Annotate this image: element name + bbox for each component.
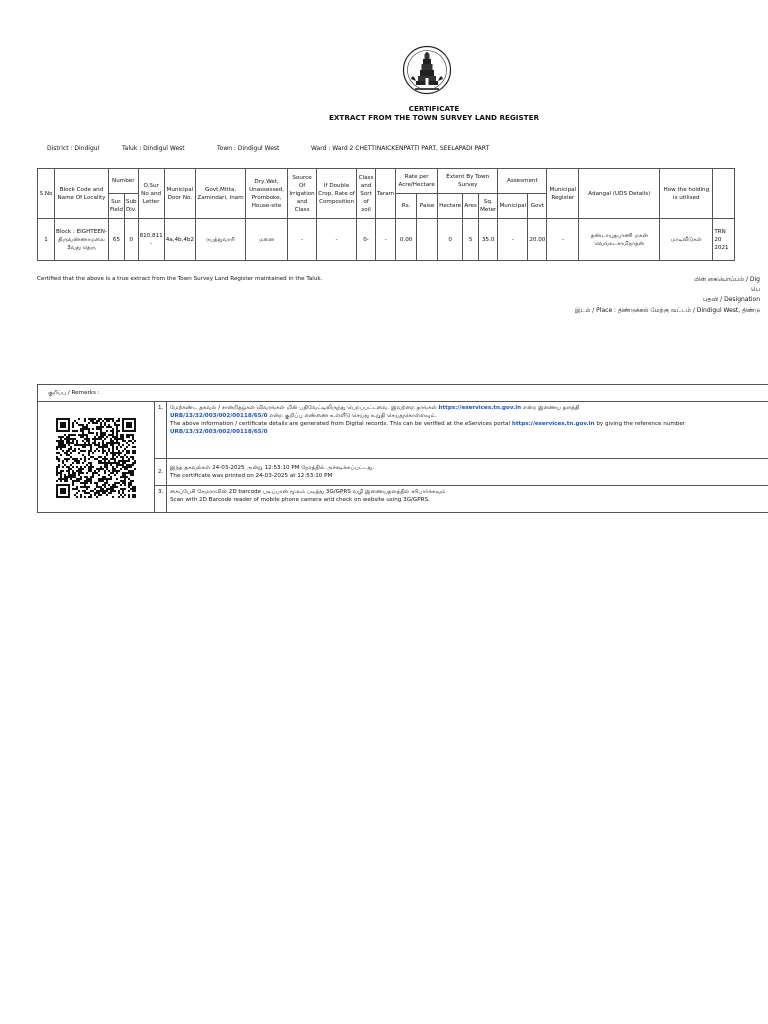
cell-class-sort: 0- [357, 219, 376, 261]
header-block-code: Block Code and Name Of Locality [55, 169, 109, 219]
reference-number-link-en[interactable]: URB/13/32/003/002/00118/65/0 [170, 429, 268, 435]
table-row [38, 219, 735, 261]
remark-text [167, 402, 768, 459]
header-holding: How the holding is utilised [660, 169, 713, 219]
header-class-sort: Class and Sort of soil [357, 169, 376, 219]
cell-osur: 810,811 - [138, 219, 164, 261]
header-govt: Govt,Mitta, Zamindari, Inam [196, 169, 246, 219]
header-adangal: Adangal (UDS Details) [579, 169, 660, 219]
cell-block-code: Block : EIGHTEEN- திருவண்ணாமலை 3வது தெரு [55, 219, 109, 261]
qr-code-cell [38, 402, 155, 513]
header-sur-field: Sur. Field [109, 194, 125, 219]
cell-rs: 0.00 [396, 219, 417, 261]
land-register-table [37, 168, 735, 261]
cell-municipal-door: 4a,4b,4b2 [164, 219, 195, 261]
header-extent: Extent By Town Survey [438, 169, 498, 194]
header-double-crop: If Double Crop, Rate of Composition [317, 169, 357, 219]
tamil-nadu-emblem-icon [402, 45, 452, 97]
cell-sqm: 35.0 [479, 219, 498, 261]
header-dry: Dry,Wet, Unassessed, Promboke, House-site [246, 169, 288, 219]
header-govt-assessment: Govt [528, 194, 547, 219]
cell-govt: ரயத்துவாரி [196, 219, 246, 261]
cell-sur-field: 65 [109, 219, 125, 261]
eservices-link[interactable]: https://eservices.tn.gov.in [438, 405, 522, 411]
reference-number-link[interactable]: URB/13/32/003/002/00118/65/0 [170, 413, 268, 419]
header-municipal-register: Municipal Register [547, 169, 579, 219]
cell-double-crop: - [317, 219, 357, 261]
cell-extra: TRN 20 2021 [713, 219, 735, 261]
header-municipal: Municipal [498, 194, 528, 219]
remark-ta-text: மேற்கண்ட தகவல் / சான்றிதழ்கள் விவரங்கள் மின் பதிவேட்டிலிருந்து பெறப்பட்டவை. இவற்றை தாங்கள் [170, 405, 439, 411]
table-header-row [38, 169, 735, 194]
cell-adangal: தண்டாயுதபாணி மகன் வெங்கடசாமிநாதன் [579, 219, 660, 261]
cell-sno: 1 [38, 219, 55, 261]
remark-number: 2. [155, 459, 167, 486]
header-osur: O.Sur No and Letter [138, 169, 164, 219]
header-ares: Ares [463, 194, 479, 219]
certificate-subtitle: EXTRACT FROM THE TOWN SURVEY LAND REGISTER [328, 113, 540, 122]
cell-taram: - [376, 219, 396, 261]
cell-holding: மாடிவீடுகள் [660, 219, 713, 261]
cell-municipal-register: - [547, 219, 579, 261]
cell-govt-assessment: 20.00 [528, 219, 547, 261]
certificate-title: CERTIFICATE [408, 104, 460, 113]
remark-ta-line2: என்ற குறிப்பு எண்ணை உள்ளீடு செய்து உறுதி செய்துகொள்ளவும். [267, 413, 437, 419]
remarks-table [37, 384, 768, 513]
cell-hectare: 0 [438, 219, 463, 261]
cell-ares: 5 [463, 219, 479, 261]
remark-ta-text: இந்த தகவல்கள் 24-03-2025 அன்று 12:53:10 PM நேரத்தில் அச்சடிக்கப்பட்டது. [170, 465, 375, 471]
remark-en-text: Scan with 2D Barcode reader of mobile phone camera and check on website using 3G/GPRS. [170, 497, 430, 503]
town-field: Town : Dindigul West [217, 145, 280, 152]
certified-statement: Certified that the above is a true extract from the Town Survey Land Register maintained in the Taluk. [37, 276, 323, 282]
remark-text [167, 459, 768, 486]
district-field: District : Dindigul [47, 145, 100, 152]
cell-sub-div: 0 [124, 219, 138, 261]
cell-dry: மனை [246, 219, 288, 261]
taluk-field: Taluk : Dindigul West [122, 145, 185, 152]
remark-en-text: The certificate was printed on 24-03-2025 at 12:53:10 PM [170, 473, 333, 479]
ward-field: Ward : Ward 2 CHETTINAICKENPATTI PART, SEELAPADI PART [311, 145, 490, 152]
remark-text [167, 486, 768, 513]
header-source: Source Of Irrigation and Class [288, 169, 317, 219]
header-rs: Rs. [396, 194, 417, 219]
header-hectare: Hectare [438, 194, 463, 219]
header-sub-div: Sub Div. [124, 194, 138, 219]
header-sno: S.No [38, 169, 55, 219]
remark-ta-suffix: என்ற இணைய தளத்தி [521, 405, 580, 411]
designation-label: பதவி / Designation [703, 296, 760, 303]
header-number: Number [109, 169, 139, 194]
remarks-label: குறிப்பு / Remarks : [38, 385, 768, 402]
header-taram: Taram [376, 169, 396, 219]
remark-number: 3. [155, 486, 167, 513]
digital-signature-label: மின் கையொப்பம் / Dig [694, 276, 760, 283]
header-paise: Paise [417, 194, 438, 219]
header-assessment: Assesment [498, 169, 547, 194]
remark-en-text: The above information / certificate details are generated from Digital records. This can be verified at the eServices portal [170, 421, 512, 427]
cell-paise [417, 219, 438, 261]
cell-municipal: - [498, 219, 528, 261]
cell-source: - [288, 219, 317, 261]
remark-en-suffix: by giving the reference number [594, 421, 686, 427]
signatory-name: பெ [750, 286, 760, 293]
remark-number: 1. [155, 402, 167, 459]
eservices-link-en[interactable]: https://eservices.tn.gov.in [511, 421, 595, 427]
remark-item [38, 402, 768, 459]
header-extra [713, 169, 735, 219]
qr-code-icon[interactable] [56, 418, 136, 498]
remark-ta-text: கைப்பேசி கேமராவின் 2D barcode படிப்பான் மூலம் படித்து 3G/GPRS வழி இணையதளத்தில் சரிபார்க்கவும் [170, 489, 446, 495]
header-municipal-door: Municipal Door No. [164, 169, 195, 219]
header-rate: Rate per Acre/Hectare [396, 169, 438, 194]
place-label: இடம் / Place : திண்டுக்கல் மேற்கு வட்டம் / Dindigul West, திண்டு [574, 307, 760, 314]
header-sqm: Sq. Meter [479, 194, 498, 219]
